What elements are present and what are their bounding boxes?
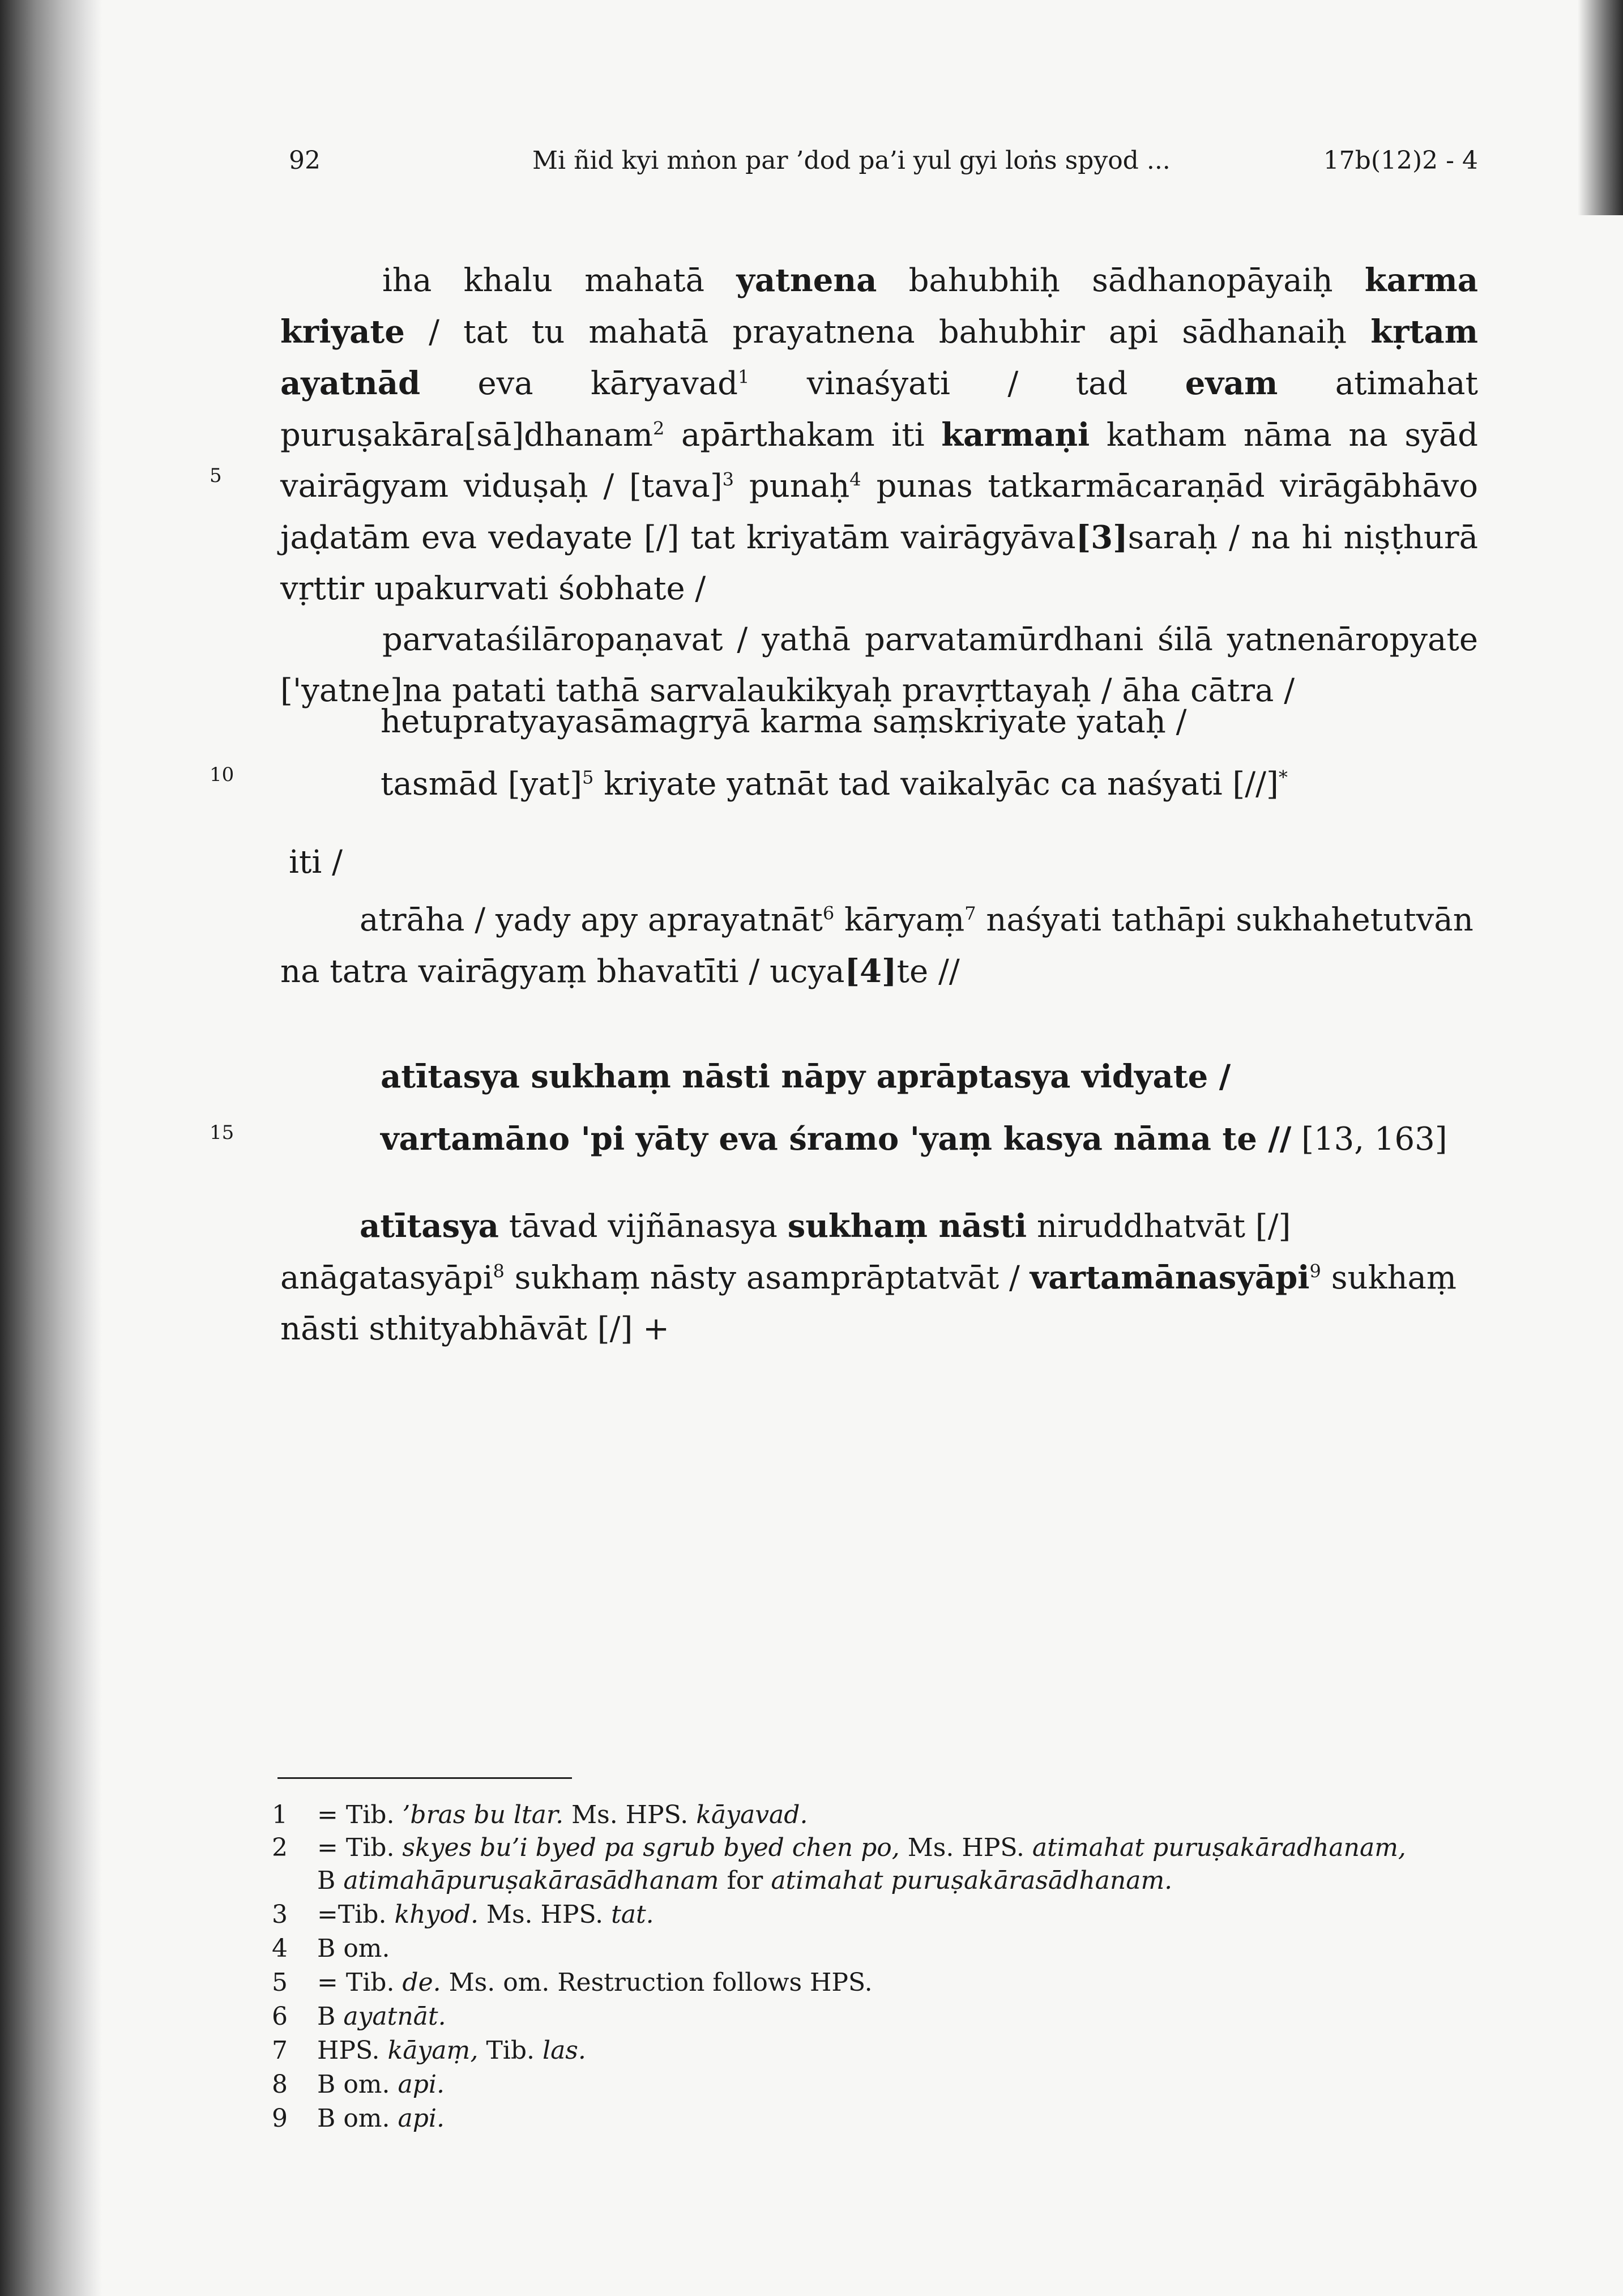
- footnote-ref-9: 9: [1309, 1260, 1321, 1282]
- verse-1-line-2: tasmād [yat]$^5$ kriyate yatnāt tad vaikalyāc ca naśyati [//]*: [381, 766, 1288, 803]
- footnote-ref-2: 2: [653, 417, 665, 439]
- page-number: 92: [289, 146, 321, 175]
- book-page: 92 Mi ñid kyi mṅon par ’dod pa’i yul gyi loṅs spyod ... 17b(12)2 - 4 5 10 15 iha khalu mahatā yatnena bahubhiḥ sādhanopāyaiḥ karma kriyate / tat tu mahatā prayatnena bahubhir api sādhanaiḥ kṛtam ayatnād eva kāryavad$^1$ vinaśyati / tad evam atimahat puruṣakāra[sā]dhanam$^2$ apārthakam iti karmaṇi katham nāma na syād vairāgyam viduṣaḥ / [tava]$^3$ punaḥ$^4$ punas tatkarmācaraṇād virāgābhāvo jaḍatām eva vedayate [/] tat kriyatām vairāgyāva[3]saraḥ / na hi niṣṭhurā vṛttir upakurvati śobhate / parvataśilāropaṇavat / yathā parvatamūrdhani śilā yatnenāropyate ['yatne]na patati tathā sarvalaukikyaḥ pravṛttayaḥ / āha cātra / hetupratyayasāmagryā karma saṃskriyate yataḥ / tasmād [yat]$^5$ kriyate yatnāt tad vaikalyāc ca naśyati [//]* iti / atrāha / yady apy aprayatnāt$^6$ kāryaṃ$^7$ naśyati tathāpi sukhahetutvān na tatra vairāgyaṃ bhavatīti / ucya[4]te // atītasya sukhaṃ nāsti nāpy aprāptasya vidyate / vartamāno 'pi yāty eva śramo 'yaṃ kasya nāma te // [13, 163] atītasya tāvad vijñānasya sukhaṃ nāsti niruddhatvāt [/] anāgatasyāpi$^8$ sukhaṃ nāsty asamprāptatvāt / vartamānasyāpi$^9$ sukhaṃ nāsti sthityabhāvāt [/] + 1 = Tib. ’bras bu ltar. Ms. HPS. kāyavad. 2 = Tib. skyes bu’i byed pa sgrub byed chen po, Ms. HPS. atimahat puruṣakāradhanam, B atimahāpuruṣakārasādhanam for atimahat puruṣakārasādhanam. 3 =Tib. khyod. Ms. HPS. tat. 4 B om. 5 = Tib. de. Ms. om. Restruction follows HPS. 6 B ayatnāt. 7 HPS. kāyaṃ, Tib. las. 8 B om. api. 9 B om. api.: [210, 146, 1479, 2133]
- footnote-ref-6: 6: [822, 902, 835, 924]
- paragraph-1: iha khalu mahatā yatnena bahubhiḥ sādhanopāyaiḥ karma kriyate / tat tu mahatā prayatnena bahubhir api sādhanaiḥ kṛtam ayatnād eva kāryavad$^1$ vinaśyati / tad evam atimahat puruṣakāra[sā]dhanam$^2$ apārthakam iti karmaṇi katham nāma na syād vairāgyam viduṣaḥ / [tava]$^3$ punaḥ$^4$ punas tatkarmācaraṇād virāgābhāvo jaḍatām eva vedayate [/] tat kriyatām vairāgyāva[3]saraḥ / na hi niṣṭhurā vṛttir upakurvati śobhate / parvataśilāropaṇavat / yathā parvatamūrdhani śilā yatnenāropyate ['yatne]na patati tathā sarvalaukikyaḥ pravṛttayaḥ / āha cātra /: [280, 262, 1479, 709]
- running-header: [289, 146, 1478, 186]
- verse-2: [381, 1045, 1447, 1171]
- running-title: Mi ñid kyi mṅon par ’dod pa’i yul gyi loṅs spyod ...: [532, 146, 1171, 175]
- footnote-ref-3: 3: [722, 468, 734, 490]
- line-number-10: 10: [210, 763, 234, 786]
- footnote-ref-5: 5: [582, 766, 594, 788]
- verse-2-line-2: vartamāno 'pi yāty eva śramo 'yaṃ kasya nāma te // [13, 163]: [381, 1120, 1447, 1158]
- footnote-ref-7: 7: [964, 902, 976, 924]
- footnote-ref-4: 4: [849, 468, 861, 490]
- folio-reference: 17b(12)2 - 4: [1323, 146, 1478, 175]
- asterisk-mark: *: [1278, 766, 1288, 788]
- verse-1-line-1: hetupratyayasāmagryā karma saṃskriyate yataḥ /: [381, 703, 1187, 740]
- line-number-5: 5: [210, 464, 222, 487]
- footnote-separator: [277, 1777, 572, 1779]
- paragraph-3: atītasya tāvad vijñānasya sukhaṃ nāsti niruddhatvāt [/] anāgatasyāpi$^8$ sukhaṃ nāsty asamprāptatvāt / vartamānasyāpi$^9$ sukhaṃ nāsti sthityabhāvāt [/] +: [280, 1207, 1457, 1347]
- verse-1: [381, 691, 1288, 816]
- verse-2-line-1: atītasya sukhaṃ nāsti nāpy aprāptasya vidyate /: [381, 1058, 1231, 1095]
- paragraph-2: atrāha / yady apy aprayatnāt$^6$ kāryaṃ$^7$ naśyati tathāpi sukhahetutvān na tatra vairāgyaṃ bhavatīti / ucya[4]te //: [280, 902, 1473, 990]
- footnote-ref-8: 8: [493, 1260, 505, 1282]
- footnote-ref-1: 1: [738, 366, 750, 388]
- verse-reference: [13, 163]: [1291, 1121, 1447, 1158]
- iti-line: iti /: [289, 844, 343, 881]
- line-number-15: 15: [210, 1121, 234, 1144]
